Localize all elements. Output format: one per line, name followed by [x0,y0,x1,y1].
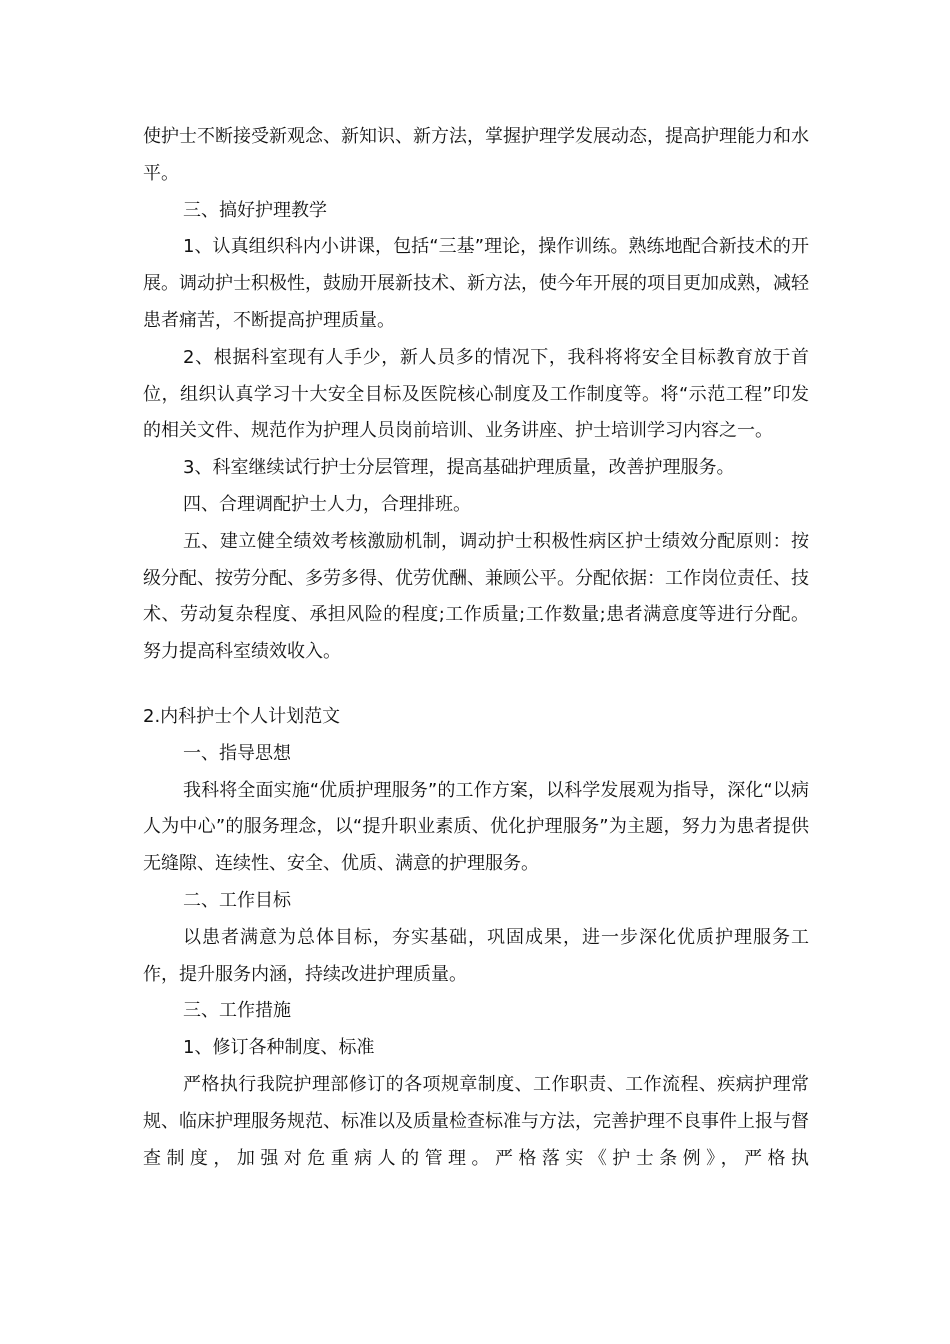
document-body [143,119,809,1177]
paragraph-item-2: 2、根据科室现有人手少，新人员多的情况下，我科将将安全目标教育放于首位，组织认真学习十大安全目标及医院核心制度及工作制度等。将“示范工程”印发的相关文件、规范作为护理人员岗前培训、业务讲座、护士培训学习内容之一。 [143,346,809,442]
section-heading-goals: 二、工作目标 [183,889,291,911]
paragraph-item-3: 3、科室继续试行护士分层管理，提高基础护理质量，改善护理服务。 [183,457,735,479]
paragraph-item-1: 1、认真组织科内小讲课，包括“三基”理论，操作训练。熟练地配合新技术的开展。调动护士积极性，鼓励开展新技术、新方法，使今年开展的项目更加成熟，减轻患者痛苦，不断提高护理质量。 [143,236,809,331]
paragraph-goals: 以患者满意为总体目标，夯实基础，巩固成果，进一步深化优质护理服务工作，提升服务内涵，持续改进护理质量。 [143,926,809,985]
section-heading-staffing: 四、合理调配护士人力，合理排班。 [183,493,471,515]
section-heading-teaching: 三、搞好护理教学 [183,199,327,221]
section-heading-measures: 三、工作措施 [183,1000,291,1022]
paragraph-revise-rules: 严格执行我院护理部修订的各项规章制度、工作职责、工作流程、疾病护理常规、临床护理服务规范、标准以及质量检查标准与方法，完善护理不良事件上报与督查制度，加强对危重病人的管理。严格落实《护士条例》，严格执 [143,1073,809,1169]
paragraph-continuation: 使护士不断接受新观念、新知识、新方法，掌握护理学发展动态，提高护理能力和水平。 [143,126,809,184]
subheading-revise-rules: 1、修订各种制度、标准 [183,1037,375,1059]
paragraph-performance: 五、建立健全绩效考核激励机制，调动护士积极性病区护士绩效分配原则：按级分配、按劳分配、多劳多得、优劳优酬、兼顾公平。分配依据：工作岗位责任、技术、劳动复杂程度、承担风险的程度;工作质量;工作数量;患者满意度等进行分配。努力提高科室绩效收入。 [143,530,809,663]
article-title: 2.内科护士个人计划范文 [143,705,341,727]
section-heading-guiding-thought: 一、指导思想 [183,742,291,764]
paragraph-guiding-thought: 我科将全面实施“优质护理服务”的工作方案，以科学发展观为指导，深化“以病人为中心”的服务理念，以“提升职业素质、优化护理服务”为主题，努力为患者提供无缝隙、连续性、安全、优质、满意的护理服务。 [143,779,809,875]
